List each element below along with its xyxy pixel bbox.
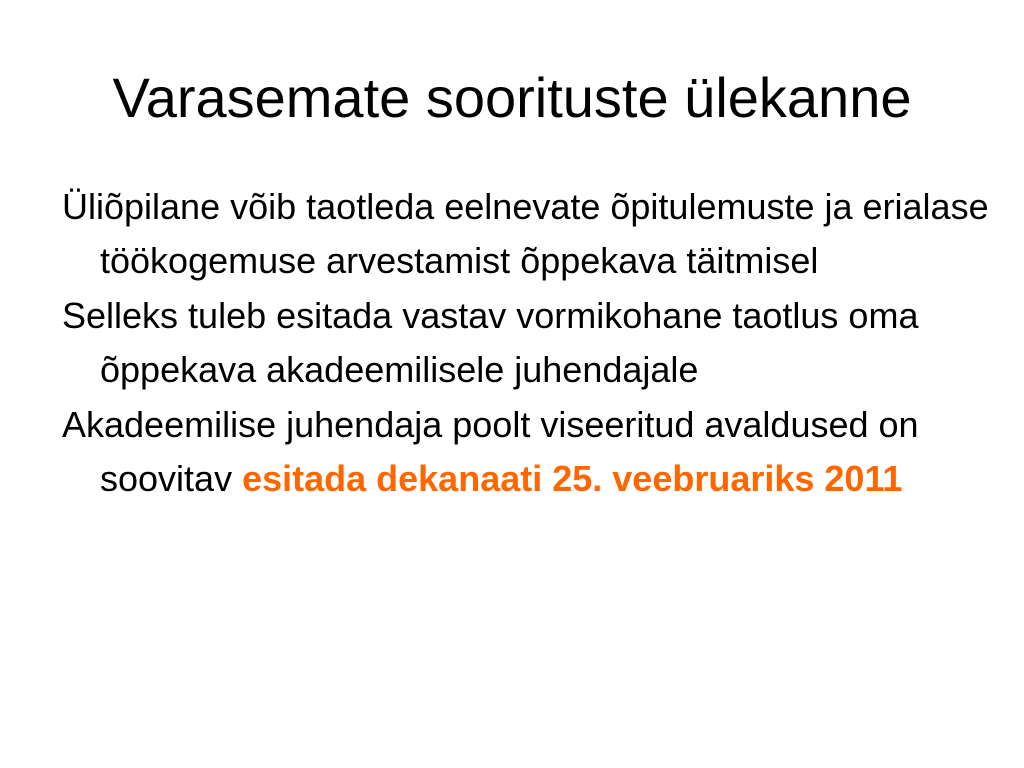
bullet-item — [62, 398, 992, 506]
bullet-list — [62, 180, 992, 507]
bullet-text: Selleks tuleb esitada vastav vormikohane taotlus oma õppekava akadeemilisele juhendajale — [62, 295, 919, 390]
deadline-highlight: esitada dekanaati 25. veebruariks 2011 — [242, 458, 903, 499]
bullet-item — [62, 289, 992, 397]
slide-title: Varasemate soorituste ülekanne — [112, 66, 912, 129]
bullet-item — [62, 180, 992, 288]
bullet-text: Üliõpilane võib taotleda eelnevate õpitulemuste ja erialase töökogemuse arvestamist õppekava täitmisel — [62, 186, 989, 281]
bullet-text: Akadeemilise juhendaja poolt viseeritud avaldused on soovitav — [62, 404, 919, 499]
